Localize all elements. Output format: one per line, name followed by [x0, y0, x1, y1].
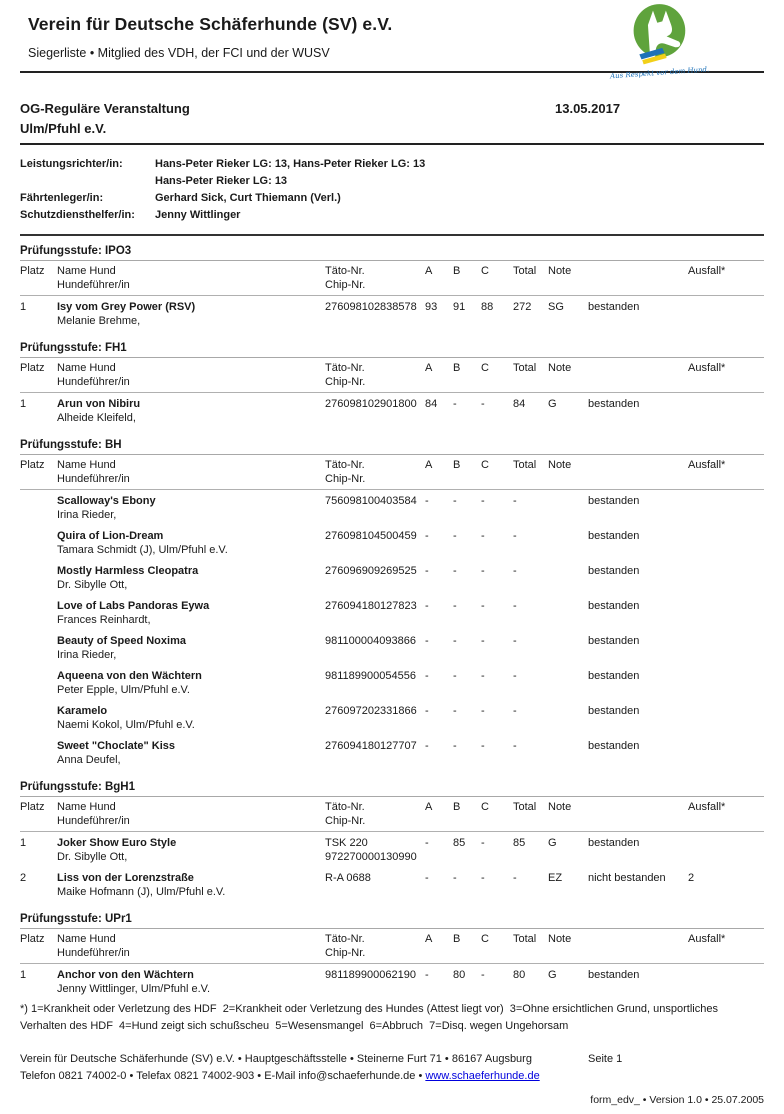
col-header-a: A: [425, 265, 433, 277]
tracklayer-label: Fährtenleger/in:: [20, 192, 104, 204]
col-header-c: C: [481, 933, 489, 945]
score-c: -: [481, 398, 485, 410]
pruefungsstufe-section: [20, 342, 764, 430]
col-header-c: C: [481, 459, 489, 471]
col-header-result: [588, 801, 688, 828]
name-cell: [57, 969, 325, 996]
chip-number: 276098102901800: [325, 398, 417, 410]
table-row: [20, 393, 764, 428]
handler-name: Frances Reinhardt,: [57, 613, 151, 626]
judges-label: Leistungsrichter/in:: [20, 158, 123, 170]
col-header-ausfall: Ausfall*: [688, 459, 726, 471]
chip-number: 276097202331866: [325, 705, 417, 717]
table-header-row: [20, 455, 764, 490]
chip-number: 276098104500459: [325, 530, 417, 542]
score-total: 85: [513, 837, 526, 849]
table-row: [20, 964, 764, 999]
ausfall-value: [688, 740, 764, 767]
col-header-result: [588, 265, 688, 292]
col-header-total: Total: [513, 265, 537, 277]
score-b: 85: [453, 837, 466, 849]
score-b: -: [453, 600, 457, 612]
tato-cell: [325, 670, 425, 697]
score-total: 84: [513, 398, 526, 410]
dog-name: Beauty of Speed Noxima: [57, 635, 186, 647]
platz-cell: [20, 495, 57, 522]
col-header-name: Name Hund Hundeführer/in: [57, 362, 130, 388]
note-value: EZ: [548, 872, 563, 884]
score-b: -: [453, 740, 457, 752]
score-b: -: [453, 398, 457, 410]
score-c: -: [481, 969, 485, 981]
name-cell: [57, 705, 325, 732]
chip-number: 276094180127823: [325, 600, 417, 612]
score-a: -: [425, 670, 429, 682]
score-a: -: [425, 495, 429, 507]
table-row: [20, 595, 764, 630]
note-value: [548, 670, 588, 697]
score-a: 84: [425, 398, 438, 410]
pruefungsstufe-section: [20, 245, 764, 333]
platz-cell: 1: [20, 398, 27, 410]
platz-cell: [20, 670, 57, 697]
col-header-b: B: [453, 362, 461, 374]
score-b: -: [453, 872, 457, 884]
address-block: [20, 1051, 764, 1085]
tato-cell: [325, 600, 425, 627]
col-header-ausfall: Ausfall*: [688, 933, 726, 945]
score-total: -: [513, 635, 517, 647]
col-header-total: Total: [513, 933, 537, 945]
table-row: [20, 665, 764, 700]
col-header-name: Name Hund Hundeführer/in: [57, 933, 130, 959]
note-value: [548, 600, 588, 627]
score-c: -: [481, 740, 485, 752]
chip-number: 981189900062190: [325, 969, 416, 981]
note-value: [548, 530, 588, 557]
address-line: Verein für Deutsche Schäferhunde (SV) e.V. • Hauptgeschäftsstelle • Steinerne Furt 71 • 86167 Augsburg: [20, 1053, 532, 1065]
col-header-tato: Täto-Nr. Chip-Nr.: [325, 801, 366, 827]
judges-names: [155, 156, 425, 190]
score-b: 80: [453, 969, 466, 981]
col-header-tato: Täto-Nr. Chip-Nr.: [325, 459, 366, 485]
tato-cell: [325, 837, 425, 864]
helper-names: Jenny Wittlinger: [155, 209, 241, 221]
dog-name: Mostly Harmless Cleopatra: [57, 565, 199, 577]
name-cell: [57, 670, 325, 697]
col-header-a: A: [425, 459, 433, 471]
col-header-tato: Täto-Nr. Chip-Nr.: [325, 362, 366, 388]
score-a: -: [425, 635, 429, 647]
table-row: [20, 560, 764, 595]
table-row: [20, 832, 764, 867]
col-header-a: A: [425, 801, 433, 813]
result-value: bestanden: [588, 565, 640, 577]
tato-number: TSK 220: [325, 837, 368, 849]
dog-name: Scalloway's Ebony: [57, 495, 156, 507]
footer: [20, 1001, 764, 1114]
table-row: [20, 296, 764, 331]
result-value: bestanden: [588, 398, 640, 410]
score-b: -: [453, 530, 457, 542]
name-cell: [57, 600, 325, 627]
col-header-b: B: [453, 933, 461, 945]
col-header-platz: Platz: [20, 801, 45, 813]
col-header-total: Total: [513, 362, 537, 374]
result-value: bestanden: [588, 635, 640, 647]
score-b: -: [453, 635, 457, 647]
score-c: -: [481, 872, 485, 884]
score-a: -: [425, 740, 429, 752]
dog-name: Quira of Lion-Dream: [57, 530, 164, 542]
chip-number: 981189900054556: [325, 670, 416, 682]
contact-line: [20, 1068, 580, 1085]
dog-name: Joker Show Euro Style: [57, 837, 177, 849]
col-header-b: B: [453, 265, 461, 277]
score-total: -: [513, 600, 517, 612]
event-date: 13.05.2017: [555, 101, 621, 116]
handler-name: Maike Hofmann (J), Ulm/Pfuhl e.V.: [57, 885, 226, 898]
pruefungsstufe-section: [20, 439, 764, 772]
ausfall-value: [688, 301, 764, 328]
score-b: 91: [453, 301, 466, 313]
contact-text: Telefon 0821 74002-0 • Telefax 0821 74002-903 • E-Mail info@schaeferhunde.de •: [20, 1070, 426, 1082]
sv-logo: [609, 2, 710, 81]
col-header-a: A: [425, 933, 433, 945]
result-value: bestanden: [588, 600, 640, 612]
officials-block: [20, 145, 764, 236]
col-header-a: A: [425, 362, 433, 374]
dog-name: Isy vom Grey Power (RSV): [57, 301, 196, 313]
result-value: bestanden: [588, 530, 640, 542]
col-header-result: [588, 933, 688, 960]
col-header-b: B: [453, 801, 461, 813]
note-value: [548, 635, 588, 662]
ausfall-value: [688, 530, 764, 557]
col-header-ausfall: Ausfall*: [688, 801, 726, 813]
tato-cell: [325, 398, 425, 425]
section-title: Prüfungsstufe: BH: [20, 439, 764, 455]
note-value: [548, 565, 588, 592]
note-value: G: [548, 398, 557, 410]
platz-cell: [20, 740, 57, 767]
score-a: -: [425, 530, 429, 542]
col-header-total: Total: [513, 801, 537, 813]
dog-name: Sweet "Choclate" Kiss: [57, 740, 176, 752]
ausfall-value: 2: [688, 872, 695, 884]
event-club: Ulm/Pfuhl e.V.: [20, 121, 107, 136]
col-header-note: Note: [548, 459, 572, 471]
page-number: Seite 1: [588, 1053, 623, 1065]
col-header-platz: Platz: [20, 362, 45, 374]
handler-name: Alheide Kleifeld,: [57, 411, 136, 424]
score-b: -: [453, 565, 457, 577]
judges-line-2: Hans-Peter Rieker LG: 13: [155, 175, 288, 187]
score-total: -: [513, 705, 517, 717]
col-header-name: Name Hund Hundeführer/in: [57, 801, 130, 827]
col-header-name: Name Hund Hundeführer/in: [57, 459, 130, 485]
table-rows: [20, 490, 764, 772]
tato-number: R-A 0688: [325, 872, 371, 884]
handler-name: Dr. Sibylle Ott,: [57, 578, 128, 591]
tato-cell: [325, 301, 425, 328]
official-judges-row: [20, 156, 764, 190]
score-a: -: [425, 969, 429, 981]
event-block: [20, 73, 764, 145]
dog-name: Aqueena von den Wächtern: [57, 670, 202, 682]
tato-cell: [325, 705, 425, 732]
table-rows: [20, 393, 764, 430]
platz-cell: [20, 530, 57, 557]
document-subtitle: Siegerliste • Mitglied des VDH, der FCI und der WUSV: [28, 46, 330, 60]
dog-name: Karamelo: [57, 705, 108, 717]
name-cell: [57, 495, 325, 522]
result-value: nicht bestanden: [588, 872, 666, 884]
ausfall-value: [688, 635, 764, 662]
dog-name: Anchor von den Wächtern: [57, 969, 194, 981]
col-header-platz: Platz: [20, 933, 45, 945]
table-row: [20, 525, 764, 560]
col-header-note: Note: [548, 801, 572, 813]
table-rows: [20, 832, 764, 904]
score-a: -: [425, 565, 429, 577]
table-row: [20, 700, 764, 735]
score-c: -: [481, 705, 485, 717]
pruefungsstufe-section: [20, 781, 764, 904]
handler-name: Peter Epple, Ulm/Pfuhl e.V.: [57, 683, 190, 696]
score-c: 88: [481, 301, 494, 313]
col-header-tato: Täto-Nr. Chip-Nr.: [325, 265, 366, 291]
platz-cell: [20, 635, 57, 662]
name-cell: [57, 530, 325, 557]
dog-name: Arun von Nibiru: [57, 398, 141, 410]
score-a: -: [425, 705, 429, 717]
note-value: SG: [548, 301, 564, 313]
note-value: [548, 495, 588, 522]
section-title: Prüfungsstufe: IPO3: [20, 245, 764, 261]
chip-number: 276096909269525: [325, 565, 417, 577]
col-header-tato: Täto-Nr. Chip-Nr.: [325, 933, 366, 959]
score-c: -: [481, 600, 485, 612]
ausfall-value: [688, 837, 764, 864]
result-value: bestanden: [588, 495, 640, 507]
judges-line-1: Hans-Peter Rieker LG: 13, Hans-Peter Rieker LG: 13: [155, 158, 426, 170]
tato-cell: [325, 969, 425, 996]
chip-number: 972270000130990: [325, 850, 417, 863]
result-value: bestanden: [588, 837, 640, 849]
handler-name: Melanie Brehme,: [57, 314, 141, 327]
col-header-c: C: [481, 265, 489, 277]
result-value: bestanden: [588, 969, 640, 981]
score-b: -: [453, 705, 457, 717]
name-cell: [57, 398, 325, 425]
official-helper-row: [20, 207, 764, 224]
result-value: bestanden: [588, 301, 640, 313]
platz-cell: 1: [20, 301, 27, 313]
result-value: bestanden: [588, 670, 640, 682]
note-value: [548, 740, 588, 767]
handler-name: Naemi Kokol, Ulm/Pfuhl e.V.: [57, 718, 195, 731]
name-cell: [57, 635, 325, 662]
col-header-ausfall: Ausfall*: [688, 362, 726, 374]
col-header-b: B: [453, 459, 461, 471]
ausfall-value: [688, 600, 764, 627]
score-total: -: [513, 670, 517, 682]
col-header-total: Total: [513, 459, 537, 471]
table-rows: [20, 964, 764, 1001]
masthead: [20, 0, 764, 81]
name-cell: [57, 301, 325, 328]
chip-number: 756098100403584: [325, 495, 417, 507]
handler-name: Irina Rieder,: [57, 648, 117, 661]
platz-cell: [20, 600, 57, 627]
table-header-row: [20, 261, 764, 296]
pruefungsstufe-section: [20, 913, 764, 1001]
tracklayer-names: Gerhard Sick, Curt Thiemann (Verl.): [155, 192, 341, 204]
table-row: [20, 490, 764, 525]
tato-cell: [325, 740, 425, 767]
score-a: -: [425, 872, 429, 884]
handler-name: Dr. Sibylle Ott,: [57, 850, 128, 863]
handler-name: Anna Deufel,: [57, 753, 121, 766]
table-row: [20, 630, 764, 665]
col-header-c: C: [481, 362, 489, 374]
ausfall-legend: *) 1=Krankheit oder Verletzung des HDF 2=Krankheit oder Verletzung des Hundes (Attest liegt vor) 3=Ohne ersichtlichen Grund, unsportliches Verhalten des HDF 4=Hund zeigt sich schußscheu 5=Wesensmangel 6=Abbruch 7=Disq. wegen Ungehorsam: [20, 1003, 722, 1032]
dog-name: Love of Labs Pandoras Eywa: [57, 600, 210, 612]
dog-name: Liss von der Lorenzstraße: [57, 872, 194, 884]
logo-slogan: Aus Respekt vor dem Hund.: [609, 65, 710, 81]
chip-number: 276098102838578: [325, 301, 417, 313]
ausfall-value: [688, 670, 764, 697]
chip-number: 981100004093866: [325, 635, 416, 647]
table-row: [20, 735, 764, 770]
name-cell: [57, 740, 325, 767]
col-header-name: Name Hund Hundeführer/in: [57, 265, 130, 291]
tato-cell: [325, 495, 425, 522]
official-tracklayer-row: [20, 190, 764, 207]
note-value: G: [548, 969, 557, 981]
score-c: -: [481, 495, 485, 507]
platz-cell: 1: [20, 969, 27, 981]
table-rows: [20, 296, 764, 333]
score-total: 80: [513, 969, 526, 981]
table-header-row: [20, 797, 764, 832]
col-header-platz: Platz: [20, 265, 45, 277]
platz-cell: [20, 565, 57, 592]
col-header-platz: Platz: [20, 459, 45, 471]
note-value: G: [548, 837, 557, 849]
ausfall-value: [688, 705, 764, 732]
table-header-row: [20, 929, 764, 964]
result-value: bestanden: [588, 740, 640, 752]
result-value: bestanden: [588, 705, 640, 717]
section-title: Prüfungsstufe: FH1: [20, 342, 764, 358]
results-sections: [20, 236, 764, 1001]
col-header-note: Note: [548, 362, 572, 374]
table-header-row: [20, 358, 764, 393]
score-c: -: [481, 837, 485, 849]
note-value: [548, 705, 588, 732]
score-b: -: [453, 670, 457, 682]
ausfall-value: [688, 565, 764, 592]
ausfall-value: [688, 969, 764, 996]
chip-number: 276094180127707: [325, 740, 417, 752]
score-total: -: [513, 565, 517, 577]
score-b: -: [453, 495, 457, 507]
col-header-result: [588, 362, 688, 389]
col-header-note: Note: [548, 265, 572, 277]
tato-cell: [325, 872, 425, 899]
score-total: -: [513, 530, 517, 542]
score-c: -: [481, 565, 485, 577]
ausfall-value: [688, 495, 764, 522]
score-a: -: [425, 837, 429, 849]
tato-cell: [325, 565, 425, 592]
helper-label: Schutzdiensthelfer/in:: [20, 209, 135, 221]
organization-title: Verein für Deutsche Schäferhunde (SV) e.V.: [28, 14, 393, 34]
col-header-c: C: [481, 801, 489, 813]
name-cell: [57, 565, 325, 592]
section-title: Prüfungsstufe: UPr1: [20, 913, 764, 929]
form-version-info: form_edv_ • Version 1.0 • 25.07.2005: [590, 1094, 764, 1106]
score-c: -: [481, 635, 485, 647]
handler-name: Tamara Schmidt (J), Ulm/Pfuhl e.V.: [57, 543, 228, 556]
score-total: -: [513, 740, 517, 752]
name-cell: [57, 837, 325, 864]
website-link[interactable]: www.schaeferhunde.de: [425, 1070, 540, 1082]
col-header-ausfall: Ausfall*: [688, 265, 726, 277]
table-row: [20, 867, 764, 902]
platz-cell: [20, 705, 57, 732]
score-a: -: [425, 600, 429, 612]
tato-cell: [325, 530, 425, 557]
handler-name: Irina Rieder,: [57, 508, 117, 521]
event-type: OG-Reguläre Veranstaltung: [20, 101, 190, 116]
score-total: 272: [513, 301, 532, 313]
handler-name: Jenny Wittlinger, Ulm/Pfuhl e.V.: [57, 982, 211, 995]
col-header-note: Note: [548, 933, 572, 945]
score-total: -: [513, 495, 517, 507]
section-title: Prüfungsstufe: BgH1: [20, 781, 764, 797]
platz-cell: 2: [20, 872, 27, 884]
tato-cell: [325, 635, 425, 662]
score-total: -: [513, 872, 517, 884]
score-a: 93: [425, 301, 438, 313]
platz-cell: 1: [20, 837, 27, 849]
score-c: -: [481, 670, 485, 682]
col-header-result: [588, 459, 688, 486]
ausfall-value: [688, 398, 764, 425]
name-cell: [57, 872, 325, 899]
score-c: -: [481, 530, 485, 542]
